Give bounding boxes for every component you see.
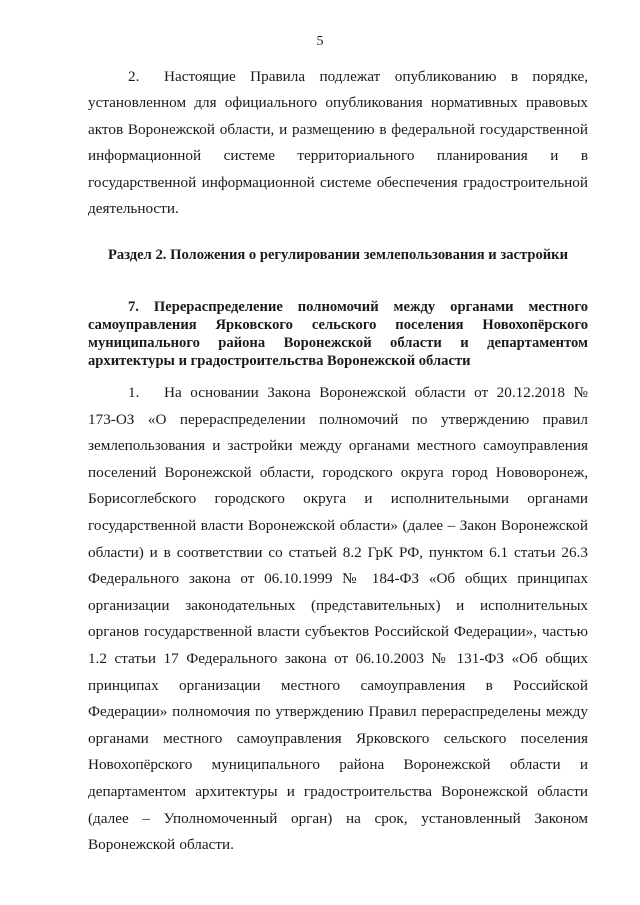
paragraph-publication	[88, 64, 588, 222]
subsection-title: 7. Перераспределение полномочий между органами местного самоуправления Ярковского сельского поселения Новохопёрского муниципального района Воронежской области и департаментом архитектуры и градостроительства Воронежской области	[88, 299, 588, 369]
paragraph-number: 1.	[128, 384, 140, 401]
section-title: Раздел 2. Положения о регулировании землепользования и застройки	[107, 247, 568, 263]
page-number: 5	[316, 34, 324, 49]
paragraph-legal-basis	[88, 380, 588, 859]
paragraph-text: Настоящие Правила подлежат опубликованию в порядке, установленном для официального опубликования нормативных правовых актов Воронежской области, и размещению в федеральной государственной информационной системе территориального планирования и в государственной информационной системе обеспечения градостроительной деятельности.	[88, 68, 588, 218]
paragraph-number: 2.	[128, 68, 140, 85]
paragraph-text: На основании Закона Воронежской области от 20.12.2018 № 173-ОЗ «О перераспределении полномочий по утверждению правил землепользования и застройки между органами местного самоуправления поселений Воронежской области, городского округа город Нововоронеж, Борисоглебского городского округа и исполнительными органами государственной власти Воронежской области» (далее – Закон Воронежской области) и в соответствии со статьей 8.2 ГрК РФ, пунктом 6.1 статьи 26.3 Федерального закона от 06.10.1999 № 184-ФЗ «Об общих принципах организации законодательных (представительных) и исполнительных органов государственной власти субъектов Российской Федерации», частью 1.2 статьи 17 Федерального закона от 06.10.2003 № 131-ФЗ «Об общих принципах организации местного самоуправления в Российской Федерации» полномочия по утверждению Правил перераспределены между органами местного самоуправления Ярковского сельского поселения Новохопёрского муниципального района Воронежской области и департаментом архитектуры и градостроительства Воронежской области (далее – Уполномоченный орган) на срок, установленный Законом Воронежской области.	[88, 384, 588, 854]
